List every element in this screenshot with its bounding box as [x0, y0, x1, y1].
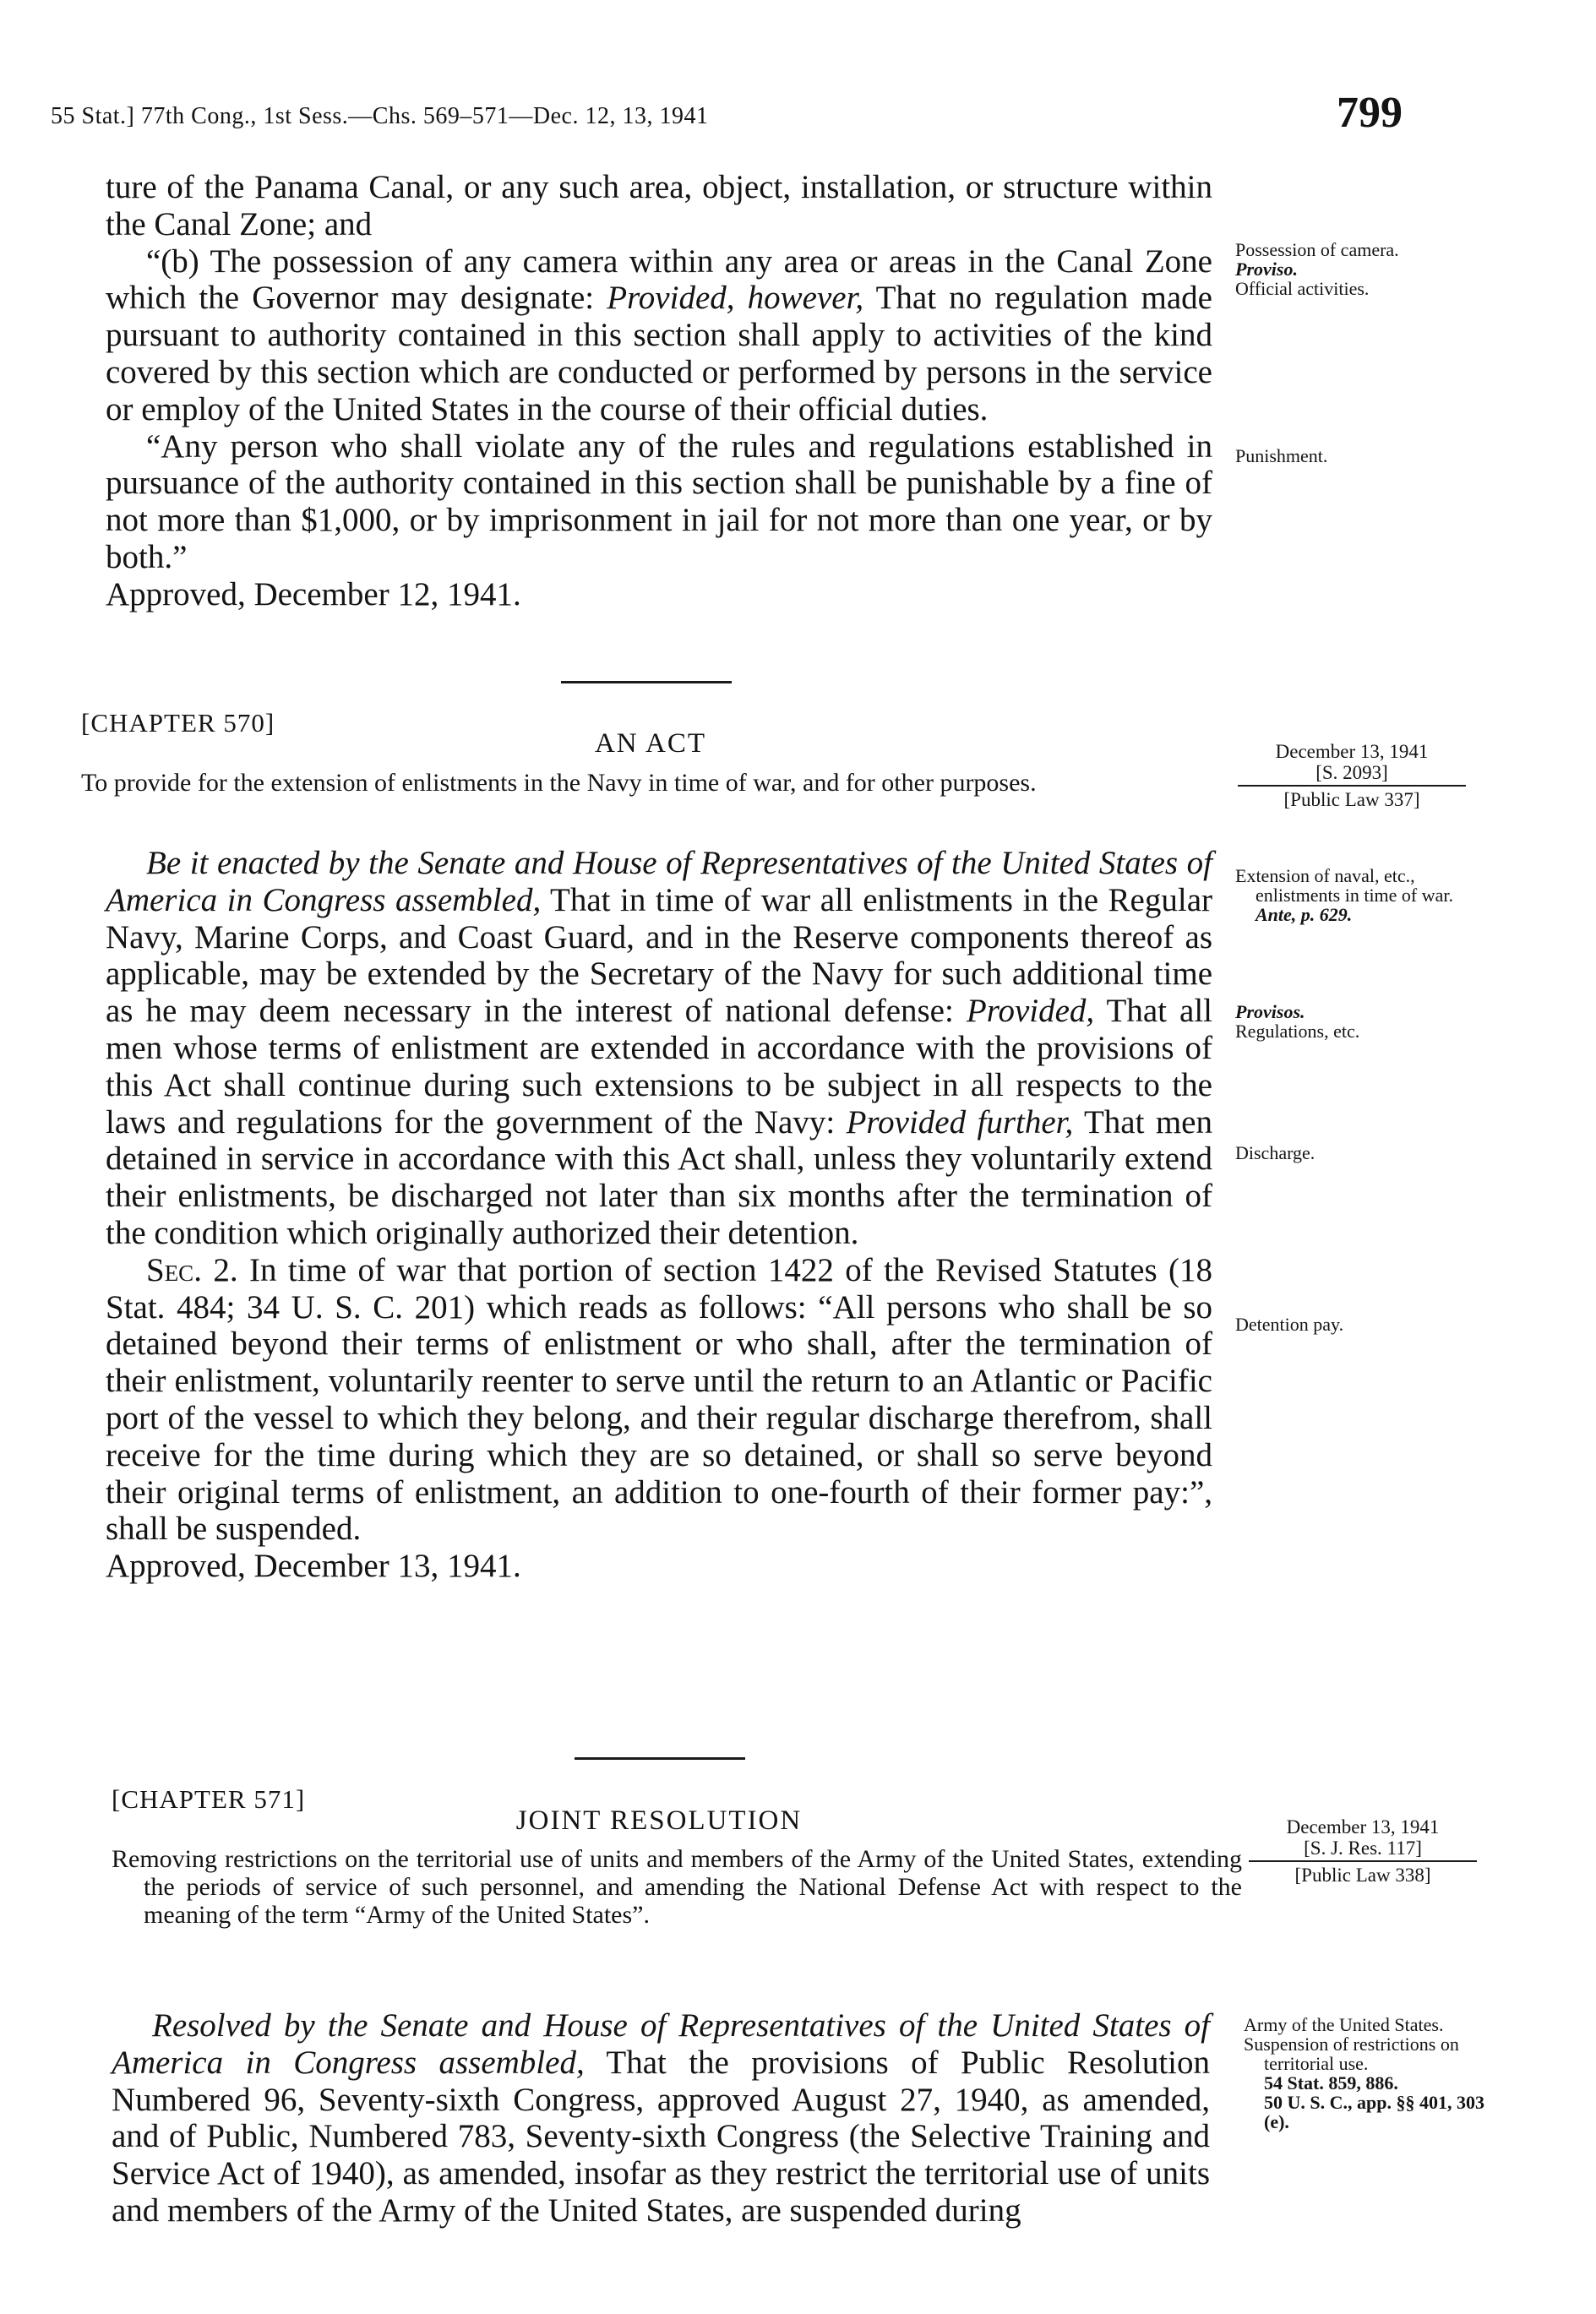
- chapter571-sidebox: [1249, 1816, 1477, 1886]
- chapter571-body: [112, 2007, 1210, 2230]
- margin-note-extension: Extension of naval, etc., enlistments in time of war. Ante, p. 629.: [1235, 866, 1489, 924]
- enacting-paragraph: Be it enacted by the Senate and House of Representatives of the United States of America in Congress assembled, That in time of war all enlistments in the Regular Navy, Marine Corps, and Coast Guard, and in the Reserve components thereof as applicable, may be extended by the Secretary of the Navy for such additional time as he may deem necessary in the interest of national defense: Provided, That all men whose terms of enlistment are extended in accordance with the provisions of this Act shall continue during such extensions to be subject in all respects to the laws and regulations for the government of the Navy: Provided further, That men detained in service in accordance with this Act shall, unless they voluntarily extend their enlistments, be discharged not later than six months after the termination of the condition which originally authorized their detention.: [106, 845, 1213, 1251]
- bill-number: [S. J. Res. 117]: [1304, 1838, 1422, 1859]
- paragraph: “(b) The possession of any camera within any area or areas in the Canal Zone which the Governor may designate: Provided, however, That no regulation made pursuant to authority contained in this section shall apply to activities of the kind covered by this section which are conducted or performed by persons in the service or employ of the United States in the course of their official duties.: [106, 242, 1212, 427]
- margin-note-detention: Detention pay.: [1235, 1314, 1344, 1335]
- margin-note-army: Army of the United States. Suspension of restrictions on territorial use. 54 Stat. 859, 886. 50 U. S. C., app. §§ 401, 303 (e).: [1244, 2015, 1489, 2132]
- running-head: 55 Stat.] 77th Cong., 1st Sess.—Chs. 569–571—Dec. 12, 13, 1941: [51, 103, 709, 129]
- paragraph: “Any person who shall violate any of the rules and regulations established in pursuance of the authority contained in this section shall be punishable by a fine of not more than $1,000, or by imprisonment in jail for not more than one year, or by both.”: [106, 427, 1212, 575]
- enactment-date: December 13, 1941: [1275, 741, 1429, 762]
- approved-line: Approved, December 12, 1941.: [106, 575, 521, 613]
- act-title: AN ACT: [594, 728, 707, 759]
- chapter570-sidebox: [1238, 741, 1466, 810]
- section-divider: [561, 681, 732, 683]
- margin-note-discharge: Discharge.: [1235, 1142, 1315, 1163]
- sidebox-rule: [1238, 785, 1466, 787]
- approved-line: Approved, December 13, 1941.: [106, 1548, 521, 1585]
- margin-ante: Ante, p. 629.: [1256, 904, 1353, 925]
- margin-regulations: Regulations, etc.: [1235, 1021, 1360, 1042]
- running-header: [51, 89, 1403, 137]
- section-continuation: [106, 169, 1212, 613]
- paragraph: ture of the Panama Canal, or any such area, object, installation, or structure within the Canal Zone; and: [106, 169, 1212, 242]
- margin-note-punishment: Punishment.: [1235, 445, 1328, 466]
- act-purpose: To provide for the extension of enlistments in the Navy in time of war, and for other purposes.: [81, 769, 1037, 797]
- resolving-paragraph: Resolved by the Senate and House of Representatives of the United States of America in Congress assembled, That the provisions of Public Resolution Numbered 96, Seventy-sixth Congress, approved August 27, 1940, as amended, and of Public, Numbered 783, Seventy-sixth Congress (the Selective Training and Service Act of 1940), as amended, insofar as they restrict the territorial use of units and members of the Army of the United States, are suspended during: [112, 2007, 1210, 2229]
- margin-stat: 54 Stat. 859, 886.: [1264, 2072, 1398, 2093]
- margin-note-possession: Possession of camera. Proviso. Official activities.: [1235, 240, 1489, 298]
- margin-suspension: Suspension of restrictions on territorial use.: [1244, 2034, 1459, 2074]
- margin-usc: 50 U. S. C., app. §§ 401, 303 (e).: [1264, 2092, 1484, 2132]
- section-2-paragraph: Sec. 2. In time of war that portion of section 1422 of the Revised Statutes (18 Stat. 484; 34 U. S. C. 201) which reads as follows: “All persons who shall be so detained beyond their terms of enlistment or who shall, after the termination of their enlistment, voluntarily reenter to serve until the return to an Atlantic or Pacific port of the vessel to which they belong, and their regular discharge therefrom, shall receive for the time during which they are so detained, or shall so serve beyond their original terms of enlistment, an addition to one-fourth of their former pay:”, shall be suspended.: [106, 1251, 1212, 1548]
- page-number: 799: [1337, 89, 1403, 137]
- enactment-date: December 13, 1941: [1286, 1816, 1440, 1838]
- bill-number: [S. 2093]: [1315, 762, 1388, 783]
- public-law: [Public Law 337]: [1283, 789, 1420, 810]
- margin-note-provisos: Provisos. Regulations, etc.: [1235, 1002, 1489, 1041]
- chapter570-body: [106, 845, 1212, 1585]
- chapter-label: [CHAPTER 571]: [112, 1784, 306, 1814]
- section-divider: [575, 1757, 745, 1760]
- public-law: [Public Law 338]: [1294, 1865, 1431, 1886]
- sidebox-rule: [1249, 1860, 1477, 1862]
- margin-official: Official activities.: [1235, 278, 1370, 299]
- margin-proviso: Proviso.: [1235, 259, 1298, 280]
- resolution-purpose: Removing restrictions on the territorial use of units and members of the Army of the United States, extending the periods of service of such personnel, and amending the National Defense Act with respect to the meaning of the term “Army of the United States”.: [112, 1845, 1242, 1929]
- chapter-label: [CHAPTER 570]: [81, 708, 275, 738]
- resolution-title: JOINT RESOLUTION: [515, 1805, 803, 1836]
